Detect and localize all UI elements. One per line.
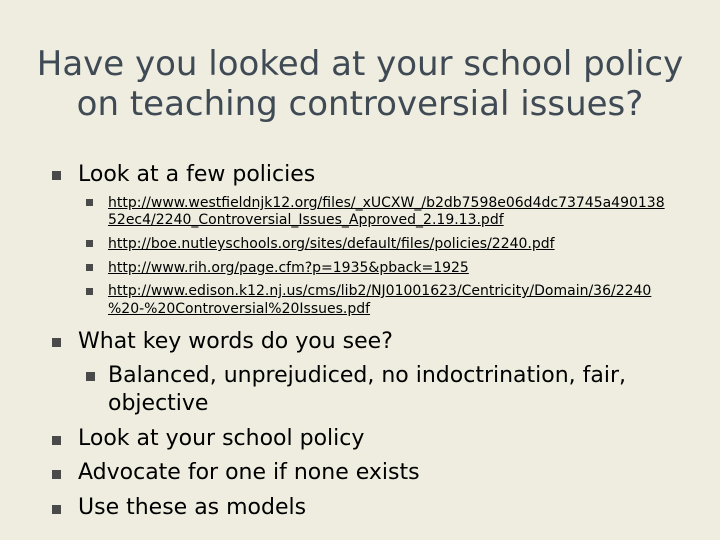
sub-bullet-marker-icon [86, 240, 93, 247]
policy-link-westfield[interactable]: http://www.westfieldnjk12.org/files/_xUCXW_/b2db7598e06d4dc73745a490138 [108, 195, 665, 211]
bullet-look-at-school-policy: Look at your school policy [78, 426, 365, 451]
sub-bullet-marker-icon [86, 264, 93, 271]
key-words-list-cont: objective [108, 391, 209, 416]
sub-bullet-marker-icon [86, 199, 93, 206]
slide-title [20, 44, 700, 124]
sub-bullet-marker-icon [86, 372, 95, 381]
policy-link-westfield-cont[interactable]: 52ec4/2240_Controversial_Issues_Approved_2.19.13.pdf [108, 212, 504, 228]
bullet-marker-icon [52, 470, 61, 479]
bullet-marker-icon [52, 171, 61, 180]
bullet-marker-icon [52, 505, 61, 514]
bullet-marker-icon [52, 436, 61, 445]
policy-link-edison[interactable]: http://www.edison.k12.nj.us/cms/lib2/NJ01001623/Centricity/Domain/36/2240 [108, 283, 652, 299]
slide-title-line-1: Have you looked at your school policy [36, 44, 684, 84]
bullet-look-at-policies: Look at a few policies [78, 162, 316, 187]
bullet-use-as-models: Use these as models [78, 495, 307, 520]
policy-link-edison-cont[interactable]: %20-%20Controversial%20Issues.pdf [108, 301, 371, 317]
key-words-list: Balanced, unprejudiced, no indoctrination, fair, [108, 363, 627, 388]
bullet-advocate: Advocate for one if none exists [78, 460, 420, 485]
policy-link-nutley[interactable]: http://boe.nutleyschools.org/sites/default/files/policies/2240.pdf [108, 236, 555, 252]
bullet-key-words: What key words do you see? [78, 329, 393, 354]
slide-title-line-2: on teaching controversial issues? [76, 84, 644, 124]
policy-link-rih[interactable]: http://www.rih.org/page.cfm?p=1935&pback=1925 [108, 260, 469, 276]
bullet-marker-icon [52, 338, 61, 347]
sub-bullet-marker-icon [86, 288, 93, 295]
